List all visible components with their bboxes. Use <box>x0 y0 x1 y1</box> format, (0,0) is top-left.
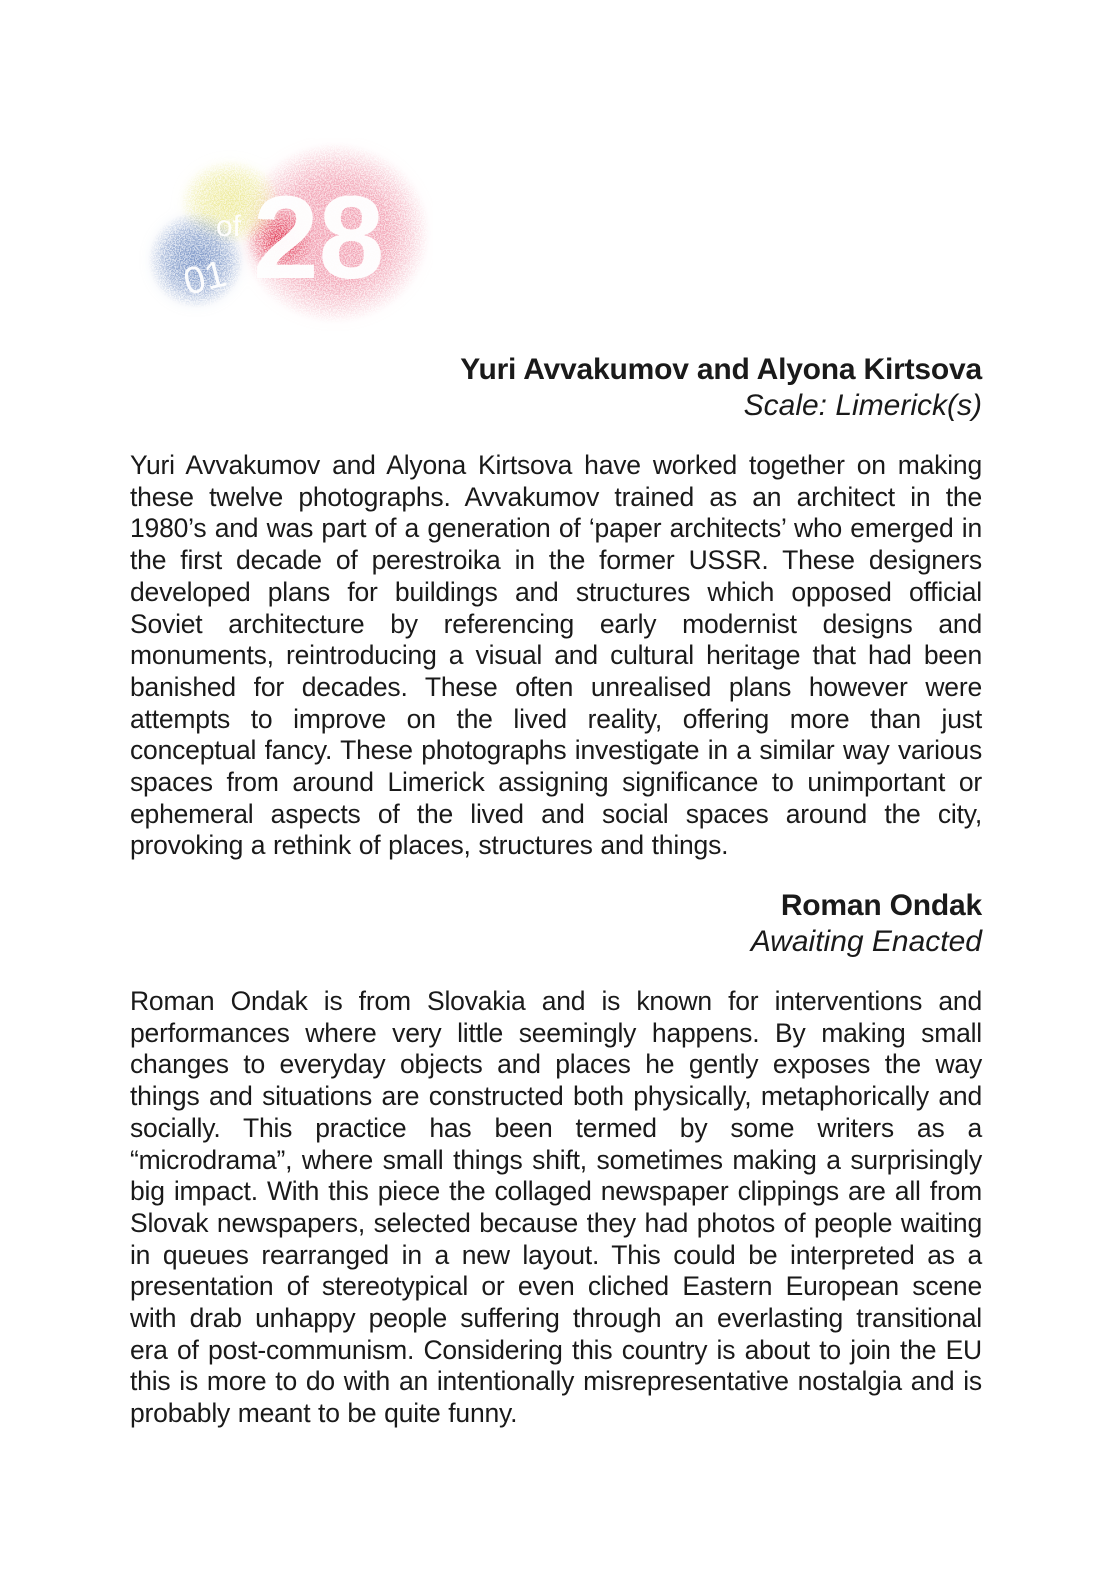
logo-large-number: 28 <box>253 172 385 304</box>
artist-section-ondak <box>130 888 982 1430</box>
artist-section-avvakumov-kirtsova <box>130 352 982 862</box>
spray-logo-graphic <box>138 138 433 333</box>
artist-name-heading: Roman Ondak <box>780 889 982 922</box>
artist-statement-paragraph: Roman Ondak is from Slovakia and is known for interventions and performances where very little seemingly happens. By making small changes to everyday objects and places he gently exposes the way things and situations are constructed both physically, metaphorically and socially. This practice has been termed by some writers as a “microdrama”, where small things shift, sometimes making a surprisingly big impact. With this piece the collaged newspaper clippings are all from Slovak newspapers, selected because they had photos of people waiting in queues rearranged in a new layout. This could be interpreted as a presentation of stereotypical or even cliched Eastern European scene with drab unhappy people suffering through an everlasting transitional era of post-communism. Considering this country is about to join the EU this is more to do with an intentionally misrepresentative nostalgia and is probably meant to be quite funny. <box>130 986 982 1429</box>
work-title: Awaiting Enacted <box>750 925 982 958</box>
page-count-logo <box>138 138 433 333</box>
artist-name-heading: Yuri Avvakumov and Alyona Kirtsova <box>460 353 982 386</box>
logo-small-number: 01 <box>179 252 231 304</box>
work-title: Scale: Limerick(s) <box>743 389 982 422</box>
logo-connector-word: of <box>216 210 242 243</box>
artist-statement-paragraph: Yuri Avvakumov and Alyona Kirtsova have worked together on making these twelve photographs. Avvakumov trained as an architect in the 1980’s and was part of a generation of ‘paper architects’ who emerged in the first decade of perestroika in the former USSR. These designers developed plans for buildings and structures which opposed official Soviet architecture by referencing early modernist designs and monuments, reintroducing a visual and cultural heritage that had been banished for decades. These often unrealised plans however were attempts to improve on the lived reality, offering more than just conceptual fancy. These photographs investigate in a similar way various spaces from around Limerick assigning significance to unimportant or ephemeral aspects of the lived and social spaces around the city, provoking a rethink of places, structures and things. <box>130 450 982 861</box>
